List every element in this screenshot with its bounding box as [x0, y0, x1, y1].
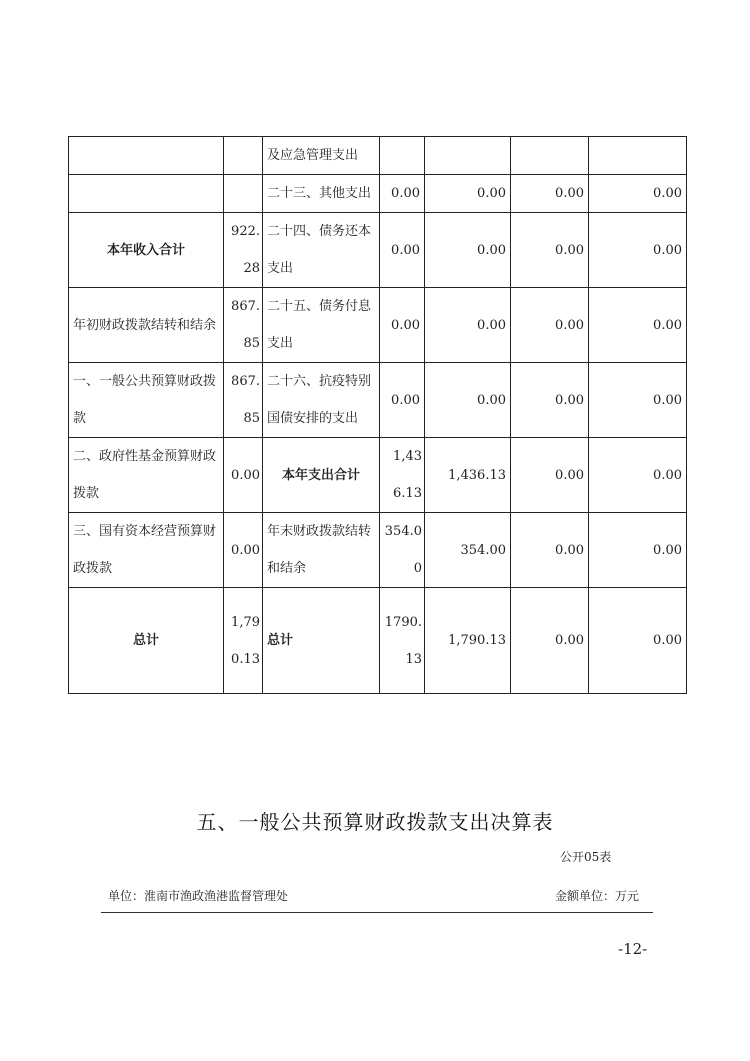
table-row — [69, 513, 687, 588]
value-cell: 0.00 — [589, 588, 687, 694]
value-cell — [380, 137, 425, 175]
value-cell: 1790.13 — [380, 588, 425, 694]
value-cell: 354.00 — [380, 513, 425, 588]
value-cell: 0.00 — [589, 213, 687, 288]
income-value-cell — [224, 137, 263, 175]
income-value-cell: 867.85 — [224, 363, 263, 438]
value-cell: 0.00 — [589, 513, 687, 588]
expense-label-cell: 总计 — [263, 588, 380, 694]
page-number: -12- — [618, 940, 648, 958]
income-value-cell: 0.00 — [224, 513, 263, 588]
value-cell: 0.00 — [511, 213, 589, 288]
table-row — [69, 588, 687, 694]
expense-label-cell: 本年支出合计 — [263, 438, 380, 513]
value-cell: 0.00 — [425, 288, 511, 363]
table-row — [69, 213, 687, 288]
income-label-cell: 一、一般公共预算财政拨款 — [69, 363, 224, 438]
income-value-cell: 0.00 — [224, 438, 263, 513]
value-cell: 0.00 — [380, 363, 425, 438]
income-value-cell: 922.28 — [224, 213, 263, 288]
value-cell: 0.00 — [380, 213, 425, 288]
value-cell: 0.00 — [425, 175, 511, 213]
value-cell: 0.00 — [589, 438, 687, 513]
value-cell — [511, 137, 589, 175]
value-cell — [425, 137, 511, 175]
table-code: 公开05表 — [560, 850, 612, 864]
budget-table — [68, 136, 687, 694]
income-label-cell: 二、政府性基金预算财政拨款 — [69, 438, 224, 513]
income-value-cell — [224, 175, 263, 213]
table-row — [69, 363, 687, 438]
value-cell: 0.00 — [511, 588, 589, 694]
income-label-cell: 年初财政拨款结转和结余 — [69, 288, 224, 363]
value-cell: 0.00 — [511, 175, 589, 213]
value-cell: 0.00 — [589, 363, 687, 438]
value-cell: 0.00 — [380, 175, 425, 213]
value-cell: 0.00 — [425, 213, 511, 288]
expense-label-cell: 二十五、债务付息支出 — [263, 288, 380, 363]
value-cell: 0.00 — [511, 513, 589, 588]
income-label-cell: 三、国有资本经营预算财政拨款 — [69, 513, 224, 588]
value-cell: 1,436.13 — [425, 438, 511, 513]
value-cell: 0.00 — [425, 363, 511, 438]
expense-label-cell: 二十六、抗疫特别国债安排的支出 — [263, 363, 380, 438]
expense-label-cell: 及应急管理支出 — [263, 137, 380, 175]
income-label-cell — [69, 137, 224, 175]
money-unit: 金额单位：万元 — [555, 889, 640, 903]
table-row — [69, 288, 687, 363]
reporting-unit: 单位：淮南市渔政渔港监督管理处 — [108, 889, 289, 903]
value-cell: 0.00 — [589, 288, 687, 363]
value-cell: 354.00 — [425, 513, 511, 588]
expense-label-cell: 二十四、债务还本支出 — [263, 213, 380, 288]
value-cell: 0.00 — [589, 175, 687, 213]
income-value-cell: 1,790.13 — [224, 588, 263, 694]
value-cell: 1,436.13 — [380, 438, 425, 513]
divider — [101, 912, 653, 913]
value-cell: 0.00 — [511, 438, 589, 513]
section-title: 五、一般公共预算财政拨款支出决算表 — [196, 810, 554, 834]
value-cell: 1,790.13 — [425, 588, 511, 694]
value-cell: 0.00 — [511, 363, 589, 438]
value-cell: 0.00 — [511, 288, 589, 363]
expense-label-cell: 年末财政拨款结转和结余 — [263, 513, 380, 588]
expense-label-cell: 二十三、其他支出 — [263, 175, 380, 213]
income-label-cell — [69, 175, 224, 213]
value-cell — [589, 137, 687, 175]
table-row — [69, 175, 687, 213]
income-label-cell: 本年收入合计 — [69, 213, 224, 288]
value-cell: 0.00 — [380, 288, 425, 363]
income-value-cell: 867.85 — [224, 288, 263, 363]
income-label-cell: 总计 — [69, 588, 224, 694]
table-row — [69, 137, 687, 175]
table-row — [69, 438, 687, 513]
